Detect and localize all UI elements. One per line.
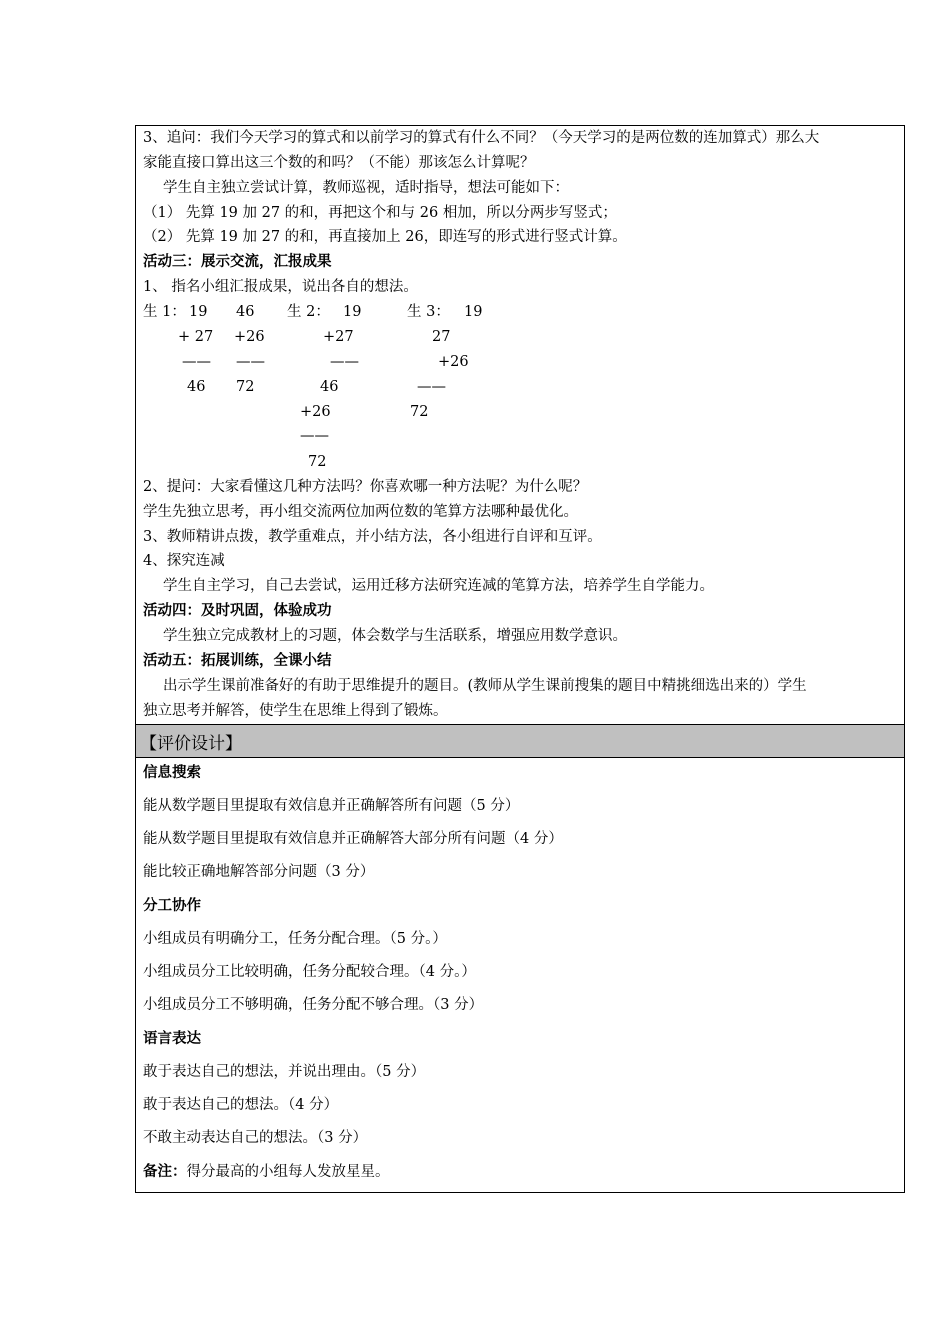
criteria-item: 小组成员分工比较明确，任务分配较合理。（4 分。）: [143, 964, 476, 980]
calc-number: 72: [308, 454, 327, 470]
criteria-item: 小组成员分工不够明确，任务分配不够合理。（3 分）: [143, 997, 484, 1013]
student-1-label: 生 1：: [143, 304, 186, 320]
text-line: 4、探究连减: [143, 553, 225, 569]
calc-number: 46: [320, 379, 339, 395]
lesson-table: [135, 125, 905, 1193]
criteria-heading: 分工协作: [143, 898, 201, 914]
student-2-label: 生 2：: [287, 304, 330, 320]
criteria-heading: 语言表达: [143, 1031, 201, 1047]
criteria-heading: 信息搜索: [143, 765, 201, 781]
activity-heading: 活动五：拓展训练，全课小结: [143, 653, 332, 669]
calc-number: 19: [343, 304, 362, 320]
calc-number: 46: [236, 304, 255, 320]
calc-line: ——: [300, 428, 329, 444]
text-line: （1） 先算 19 加 27 的和，再把这个和与 26 相加，所以分两步写竖式；: [143, 205, 617, 221]
text-line: 独立思考并解答，使学生在思维上得到了锻炼。: [143, 703, 448, 719]
calc-number: 27: [432, 329, 451, 345]
activity-heading: 活动四：及时巩固，体验成功: [143, 603, 332, 619]
criteria-item: 敢于表达自己的想法。（4 分）: [143, 1097, 339, 1113]
calc-line: ——: [330, 354, 359, 370]
note-text: 得分最高的小组每人发放星星。: [186, 1164, 390, 1180]
calc-line: ——: [236, 354, 265, 370]
calc-number: 72: [410, 404, 429, 420]
text-line: 出示学生课前准备好的有助于思维提升的题目。(教师从学生课前搜集的题目中精挑细选出来的）学生: [163, 678, 807, 694]
text-line: 学生独立完成教材上的习题，体会数学与生活联系，增强应用数学意识。: [163, 628, 627, 644]
text-line: 2、提问：大家看懂这几种方法吗？你喜欢哪一种方法呢？为什么呢？: [143, 479, 588, 495]
text-line: 学生先独立思考，再小组交流两位加两位数的笔算方法哪种最优化。: [143, 504, 578, 520]
calc-number: 72: [236, 379, 255, 395]
note-label: 备注：: [143, 1164, 187, 1180]
criteria-item: 小组成员有明确分工，任务分配合理。（5 分。）: [143, 931, 447, 947]
text-line: 3、教师精讲点拨，教学重难点，并小结方法，各小组进行自评和互评。: [143, 529, 602, 545]
calc-number: 19: [464, 304, 483, 320]
criteria-item: 能从数学题目里提取有效信息并正确解答所有问题（5 分）: [143, 798, 520, 814]
calc-number: 46: [187, 379, 206, 395]
teaching-process-section: [136, 126, 904, 724]
activity-heading: 活动三：展示交流，汇报成果: [143, 254, 332, 270]
student-3-label: 生 3：: [407, 304, 450, 320]
text-line: 1、 指名小组汇报成果，说出各自的想法。: [143, 279, 418, 295]
text-line: 家能直接口算出这三个数的和吗？（不能）那该怎么计算呢？: [143, 155, 535, 171]
calc-number: +26: [300, 404, 331, 420]
calc-number: + 27: [178, 329, 214, 345]
criteria-item: 能比较正确地解答部分问题（3 分）: [143, 864, 375, 880]
calc-number: +27: [323, 329, 354, 345]
calc-number: +26: [234, 329, 265, 345]
criteria-item: 敢于表达自己的想法，并说出理由。（5 分）: [143, 1064, 426, 1080]
calc-line: ——: [417, 379, 446, 395]
evaluation-header: [136, 724, 904, 758]
criteria-item: 能从数学题目里提取有效信息并正确解答大部分所有问题（4 分）: [143, 831, 563, 847]
text-line: 3、追问：我们今天学习的算式和以前学习的算式有什么不同？（今天学习的是两位数的连加算式）那么大: [143, 130, 820, 146]
text-line: 学生自主学习，自己去尝试，运用迁移方法研究连减的笔算方法，培养学生自学能力。: [163, 578, 714, 594]
calc-number: 19: [189, 304, 208, 320]
criteria-item: 不敢主动表达自己的想法。（3 分）: [143, 1130, 368, 1146]
note-line: [143, 1162, 390, 1182]
calc-number: +26: [438, 354, 469, 370]
evaluation-header-title: 【评价设计】: [140, 734, 242, 754]
calc-line: ——: [182, 354, 211, 370]
text-line: 学生自主独立尝试计算，教师巡视，适时指导，想法可能如下：: [163, 180, 569, 196]
text-line: （2） 先算 19 加 27 的和，再直接加上 26，即连写的形式进行竖式计算。: [143, 229, 627, 245]
